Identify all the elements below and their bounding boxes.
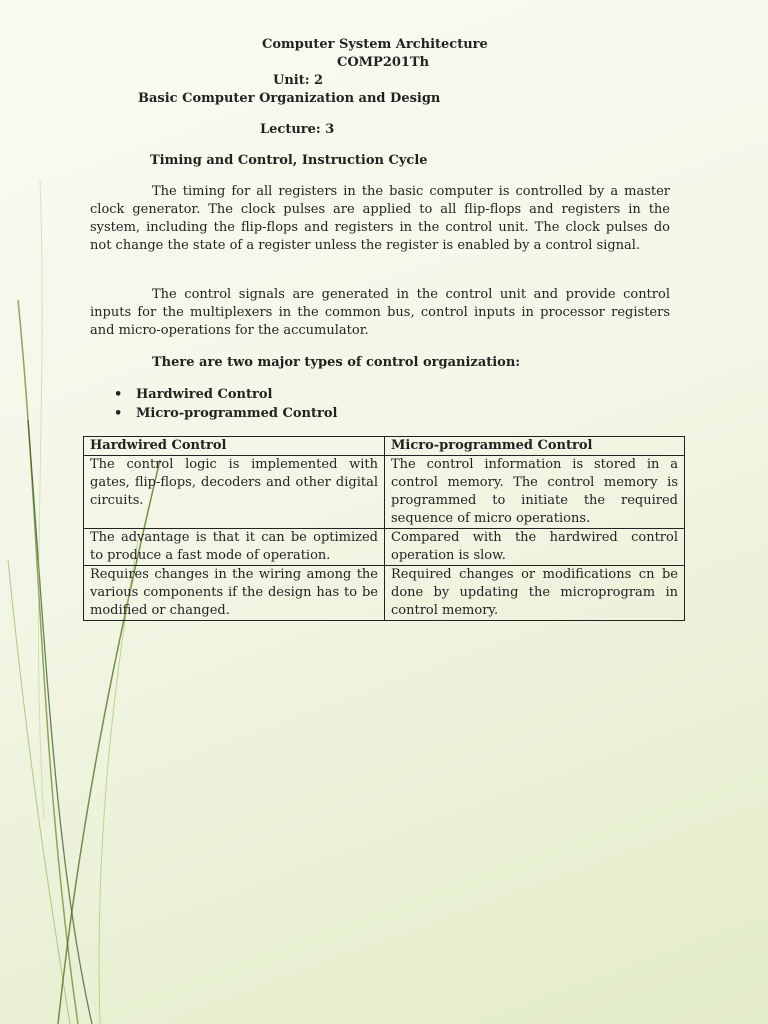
topic-title: Timing and Control, Instruction Cycle	[150, 153, 428, 168]
table-cell: The control logic is implemented with gates, flip-flops, decoders and other digital circuits.	[84, 456, 385, 529]
header-hardwired: Hardwired Control	[84, 437, 385, 456]
table-row	[84, 529, 685, 566]
types-heading: There are two major types of control organization:	[152, 355, 521, 370]
course-code: COMP201Th	[337, 55, 430, 70]
table-row	[84, 566, 685, 621]
comparison-table	[83, 436, 685, 621]
table-cell: Requires changes in the wiring among the various components if the design has to be modified or changed.	[84, 566, 385, 621]
header-microprogrammed: Micro-programmed Control	[385, 437, 685, 456]
list-item: • Hardwired Control	[112, 385, 337, 404]
table-row	[84, 456, 685, 529]
course-title: Computer System Architecture	[262, 37, 488, 52]
table-cell: The advantage is that it can be optimized to produce a fast mode of operation.	[84, 529, 385, 566]
unit-title: Basic Computer Organization and Design	[138, 91, 441, 106]
table-header-row	[84, 437, 685, 456]
table-cell: Required changes or modifications cn be done by updating the microprogram in control memory.	[385, 566, 685, 621]
lecture-label: Lecture: 3	[260, 122, 335, 137]
table-cell: The control information is stored in a control memory. The control memory is programmed to initiate the required sequence of micro operations.	[385, 456, 685, 529]
table-cell: Compared with the hardwired control operation is slow.	[385, 529, 685, 566]
control-types-list	[112, 385, 337, 423]
paragraph-timing: The timing for all registers in the basic computer is controlled by a master clock generator. The clock pulses are applied to all flip-flops and registers in the system, including the flip-flops and registers in the control unit. The clock pulses do not change the state of a register unless the register is enabled by a control signal.	[90, 184, 670, 253]
list-item: • Micro-programmed Control	[112, 404, 337, 423]
unit-label: Unit: 2	[273, 73, 324, 88]
paragraph-control-signals: The control signals are generated in the control unit and provide control inputs for the multiplexers in the common bus, control inputs in processor registers and micro-operations for the accumulator.	[90, 287, 670, 338]
